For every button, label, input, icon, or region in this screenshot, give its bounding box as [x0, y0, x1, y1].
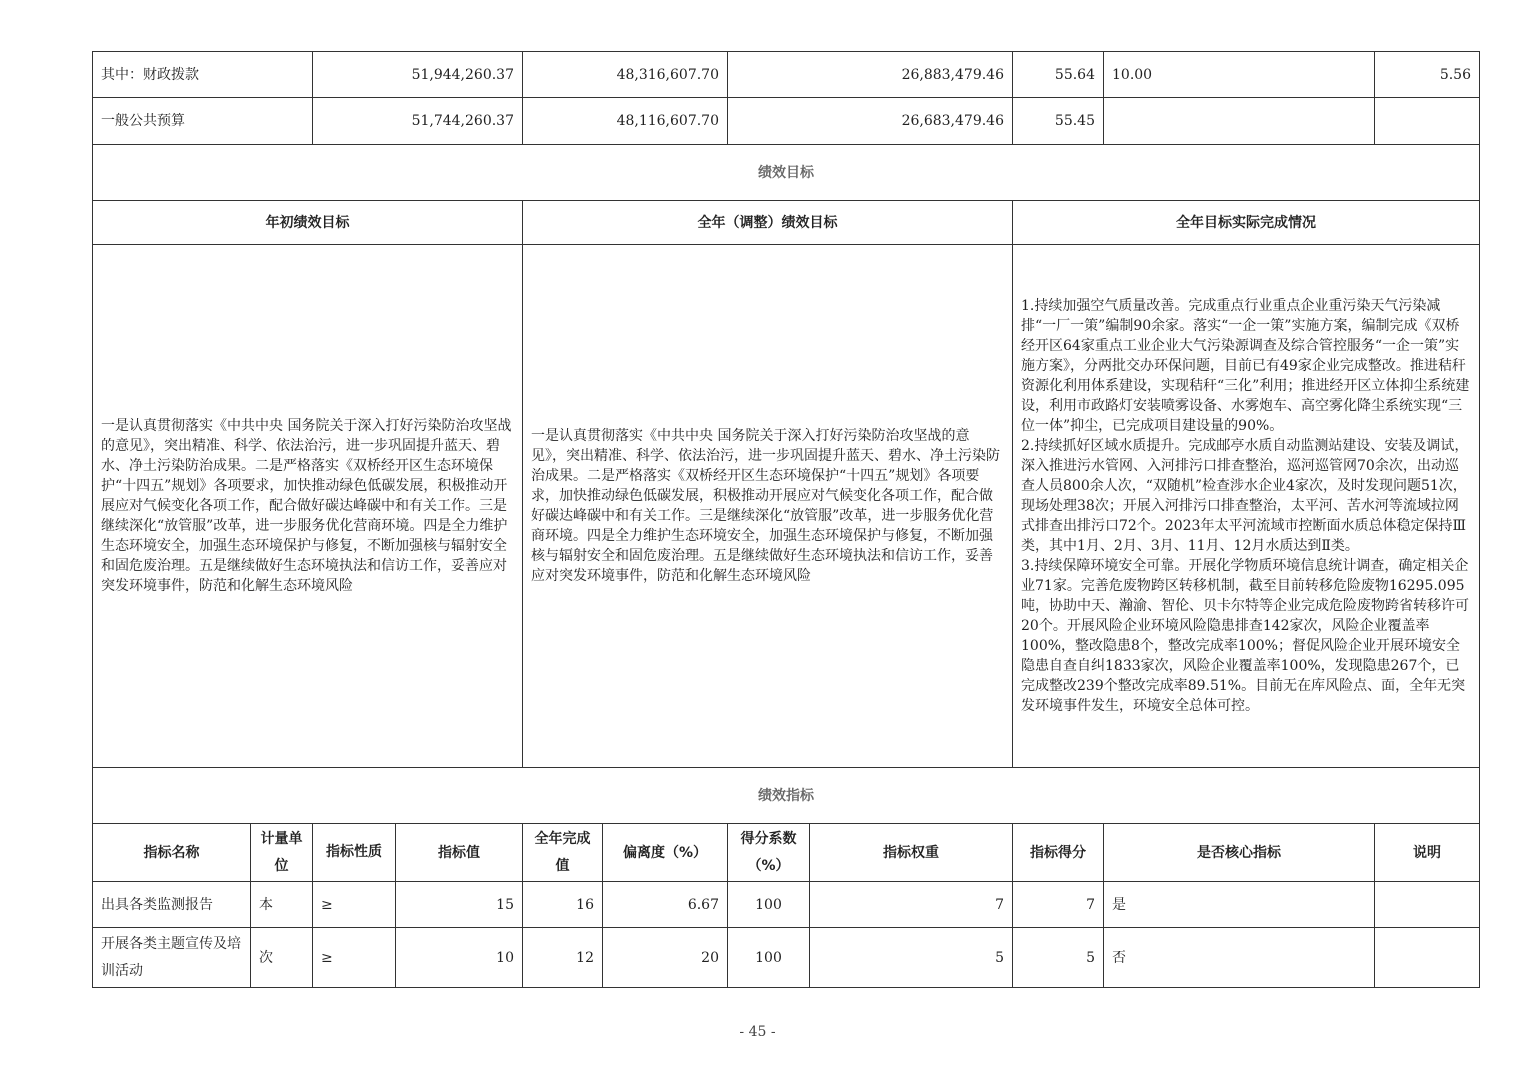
indicator-unit: 次 — [251, 928, 313, 988]
budget-annual: 51,944,260.37 — [313, 52, 523, 98]
indicator-deviation: 20 — [603, 928, 728, 988]
col-header-score: 指标得分 — [1013, 824, 1104, 882]
col-header-value: 指标值 — [396, 824, 523, 882]
col-header-unit: 计量单位 — [251, 824, 313, 882]
table-row — [93, 882, 1480, 928]
initial-goal-text: 一是认真贯彻落实《中共中央 国务院关于深入打好污染防治攻坚战的意见》，突出精准、科学、依法治污，进一步巩固提升蓝天、碧水、净土污染防治成果。二是严格落实《双桥经开区生态环境保护“十四五”规划》各项要求，加快推动绿色低碳发展，积极推动开展应对气候变化各项工作，配合做好碳达峰碳中和有关工作。三是继续深化“放管服”改革，进一步服务优化营商环境。四是全力维护生态环境安全，加强生态环境保护与修复，不断加强核与辐射安全和固危废治理。五是继续做好生态环境执法和信访工作，妥善应对突发环境事件，防范和化解生态环境风险 — [93, 245, 523, 768]
indicator-core: 否 — [1104, 928, 1375, 988]
budget-row — [93, 98, 1480, 145]
indicator-completed: 12 — [523, 928, 603, 988]
adjusted-goal-header: 全年（调整）绩效目标 — [523, 201, 1013, 245]
performance-table — [92, 51, 1480, 988]
budget-weight: 10.00 — [1104, 52, 1375, 98]
indicators-header-row — [93, 824, 1480, 882]
indicator-score: 5 — [1013, 928, 1104, 988]
col-header-weight: 指标权重 — [810, 824, 1013, 882]
indicators-section-title: 绩效指标 — [93, 768, 1480, 824]
initial-goal-header: 年初绩效目标 — [93, 201, 523, 245]
indicator-completed: 16 — [523, 882, 603, 928]
indicator-nature: ≥ — [313, 928, 396, 988]
table-row — [93, 928, 1480, 988]
budget-executed: 26,883,479.46 — [728, 52, 1013, 98]
indicator-value: 10 — [396, 928, 523, 988]
budget-adjusted: 48,316,607.70 — [523, 52, 728, 98]
col-header-nature: 指标性质 — [313, 824, 396, 882]
indicator-coef: 100 — [728, 882, 810, 928]
budget-annual: 51,744,260.37 — [313, 98, 523, 145]
col-header-note: 说明 — [1375, 824, 1480, 882]
col-header-coef: 得分系数（%） — [728, 824, 810, 882]
actual-completion-header: 全年目标实际完成情况 — [1013, 201, 1480, 245]
budget-row-name: 其中：财政拨款 — [93, 52, 313, 98]
budget-rate: 55.64 — [1013, 52, 1104, 98]
indicator-core: 是 — [1104, 882, 1375, 928]
budget-rate: 55.45 — [1013, 98, 1104, 145]
indicator-note — [1375, 882, 1480, 928]
actual-completion-text: 1.持续加强空气质量改善。完成重点行业重点企业重污染天气污染减排“一厂一策”编制90余家。落实“一企一策”实施方案，编制完成《双桥经开区64家重点工业企业大气污染源调查及综合管控服务“一企一策”实施方案》，分两批交办环保问题，目前已有49家企业完成整改。推进秸秆资源化利用体系建设，实现秸秆“三化”利用；推进经开区立体抑尘系统建设，利用市政路灯安装喷雾设备、水雾炮车、高空雾化降尘系统实现“三位一体”抑尘，已完成项目建设量的90%。 2.持续抓好区域水质提升。完成邮亭水质自动监测站建设、安装及调试，深入推进污水管网、入河排污口排查整治，巡河巡管网70余次，出动巡查人员800余人次，“双随机”检查涉水企业4家次，及时发现问题51次，现场处理38次；开展入河排污口排查整治，太平河、苦水河等流域拉网式排查出排污口72个。2023年太平河流域市控断面水质总体稳定保持Ⅲ类，其中1月、2月、3月、11月、12月水质达到Ⅱ类。 3.持续保障环境安全可靠。开展化学物质环境信息统计调查，确定相关企业71家。完善危废物跨区转移机制，截至目前转移危险废物16295.095吨，协助中天、瀚渝、智伦、贝卡尔特等企业完成危险废物跨省转移许可20个。开展风险企业环境风险隐患排查142家次，风险企业覆盖率100%，整改隐患8个，整改完成率100%；督促风险企业开展环境安全隐患自查自纠1833家次，风险企业覆盖率100%，发现隐患267个，已完成整改239个整改完成率89.51%。目前无在库风险点、面，全年无突发环境事件发生，环境安全总体可控。 — [1013, 245, 1480, 768]
goals-section-title: 绩效目标 — [93, 145, 1480, 201]
col-header-core: 是否核心指标 — [1104, 824, 1375, 882]
budget-adjusted: 48,116,607.70 — [523, 98, 728, 145]
page-number: - 45 - — [739, 1024, 776, 1040]
budget-executed: 26,683,479.46 — [728, 98, 1013, 145]
indicator-deviation: 6.67 — [603, 882, 728, 928]
col-header-deviation: 偏离度（%） — [603, 824, 728, 882]
indicator-weight: 5 — [810, 928, 1013, 988]
col-header-name: 指标名称 — [93, 824, 251, 882]
indicator-unit: 本 — [251, 882, 313, 928]
adjusted-goal-text: 一是认真贯彻落实《中共中央 国务院关于深入打好污染防治攻坚战的意见》，突出精准、科学、依法治污，进一步巩固提升蓝天、碧水、净土污染防治成果。二是严格落实《双桥经开区生态环境保护“十四五”规划》各项要求，加快推动绿色低碳发展，积极推动开展应对气候变化各项工作，配合做好碳达峰碳中和有关工作。三是继续深化“放管服”改革，进一步服务优化营商环境。四是全力维护生态环境安全，加强生态环境保护与修复，不断加强核与辐射安全和固危废治理。五是继续做好生态环境执法和信访工作，妥善应对突发环境事件，防范和化解生态环境风险 — [523, 245, 1013, 768]
indicator-score: 7 — [1013, 882, 1104, 928]
indicator-value: 15 — [396, 882, 523, 928]
budget-score: 5.56 — [1375, 52, 1480, 98]
indicator-name: 开展各类主题宣传及培训活动 — [93, 928, 251, 988]
budget-score — [1375, 98, 1480, 145]
budget-row — [93, 52, 1480, 98]
budget-weight — [1104, 98, 1375, 145]
indicator-note — [1375, 928, 1480, 988]
indicator-name: 出具各类监测报告 — [93, 882, 251, 928]
indicator-nature: ≥ — [313, 882, 396, 928]
indicator-weight: 7 — [810, 882, 1013, 928]
col-header-completed: 全年完成值 — [523, 824, 603, 882]
budget-row-name: 一般公共预算 — [93, 98, 313, 145]
indicator-coef: 100 — [728, 928, 810, 988]
